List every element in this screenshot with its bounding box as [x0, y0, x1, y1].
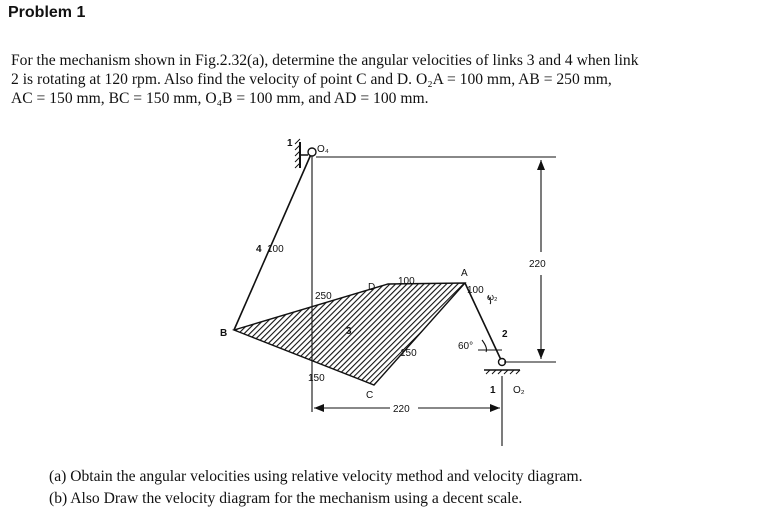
label-o4: O₄	[317, 144, 329, 155]
dim-vertical-220: 220	[529, 259, 546, 270]
problem-heading: Problem 1	[8, 4, 86, 21]
label-b: B	[220, 328, 228, 339]
dim-ab: 250	[315, 291, 332, 302]
label-link-2: 2	[502, 329, 508, 340]
statement-line-2: 2 is rotating at 120 rpm. Also find the velocity of point C and D. O₂A = 100 mm, AB = 250 mm,	[11, 71, 612, 88]
label-link-4: 4	[256, 244, 262, 255]
questions	[49, 466, 582, 510]
angle-60: 60°	[458, 341, 474, 352]
label-d: D	[368, 282, 376, 293]
question-a: (a) Obtain the angular velocities using relative velocity method and velocity diagram.	[49, 468, 583, 485]
dim-ad: 100	[398, 276, 415, 287]
statement-line-1: For the mechanism shown in Fig.2.32(a), determine the angular velocities of links 3 and 4 when link	[11, 52, 639, 69]
label-omega2: ω₂	[487, 292, 498, 302]
label-link-1-bottom: 1	[490, 385, 496, 396]
label-link-1-top: 1	[287, 138, 293, 149]
dim-bc: 150	[308, 373, 325, 384]
ground-o2	[484, 370, 520, 374]
label-a: A	[461, 268, 468, 279]
dim-ac: 150	[400, 348, 417, 359]
label-link-3: 3	[346, 326, 352, 337]
label-o2: O₂	[513, 385, 525, 396]
statement-line-3: AC = 150 mm, BC = 150 mm, O₄B = 100 mm, and AD = 100 mm.	[11, 90, 429, 107]
dim-o2a: 100	[467, 285, 484, 296]
label-c: C	[366, 390, 374, 401]
question-b: (b) Also Draw the velocity diagram for the mechanism using a decent scale.	[49, 490, 523, 507]
dim-o4b: 100	[267, 244, 284, 255]
pivot-o4	[308, 148, 316, 156]
link-4	[234, 152, 312, 330]
dim-horizontal-220: 220	[393, 404, 410, 415]
